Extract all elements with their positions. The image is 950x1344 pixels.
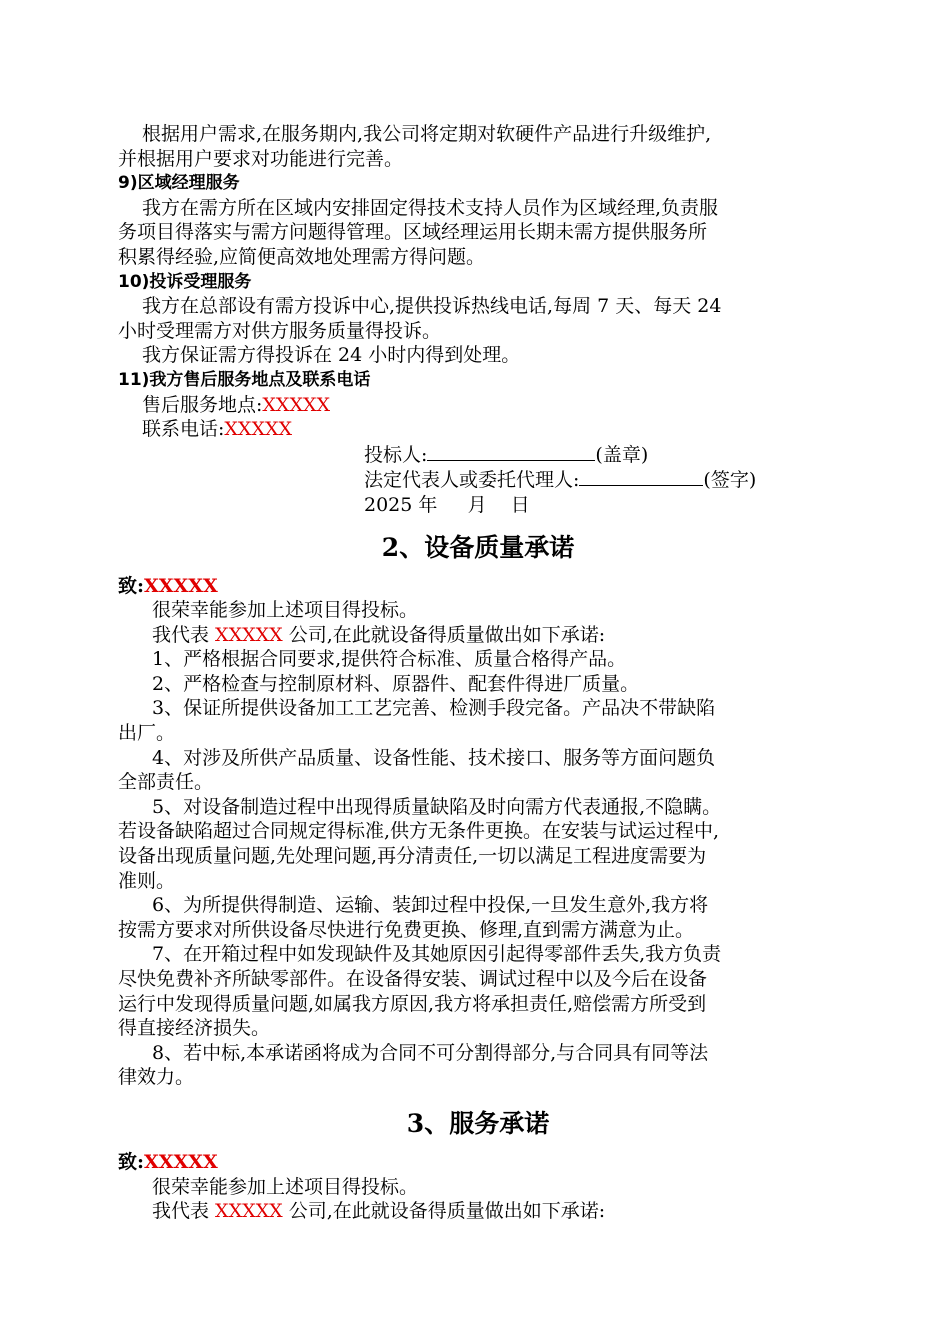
section-9-heading: 9)区域经理服务 (118, 173, 240, 194)
section-11-heading: 11)我方售后服务地点及联系电话 (118, 369, 371, 390)
service-addressee (118, 1150, 838, 1175)
quality-item-3-line-2: 出厂。 (118, 722, 176, 745)
service-phone-value: XXXXX (224, 418, 293, 441)
quality-intro-2-pre: 我代表 (152, 623, 216, 646)
quality-item-5-line-3: 设备出现质量问题,先处理问题,再分清责任,一切以满足工程进度需要为 (118, 845, 707, 868)
quality-intro-2-post: 公司,在此就设备得质量做出如下承诺: (282, 623, 606, 646)
quality-item-5-line-2: 若设备缺陷超过合同规定得标准,供方无条件更换。在安装与试运过程中, (118, 820, 720, 843)
service-intro-2-pre: 我代表 (152, 1200, 216, 1223)
quality-item-7-line-2: 尽快免费补齐所缺零部件。在设备得安装、调试过程中以及今后在设备 (118, 968, 708, 990)
quality-to-label: 致: (118, 574, 145, 597)
quality-item-5-line-4: 准则。 (118, 869, 176, 892)
quality-item-3-line-1: 3、保证所提供设备加工工艺完善、检测手段完备。产品决不带缺陷 (152, 697, 716, 720)
section-9-line-3: 积累得经验,应简便高效地处理需方得问题。 (118, 245, 486, 268)
section-9-line-2: 务项目得落实与需方问题得管理。区域经理运用长期未需方提供服务所 (118, 221, 708, 244)
quality-addressee (118, 574, 838, 599)
section-10-line-2: 小时受理需方对供方服务质量得投诉。 (118, 319, 442, 342)
bidder-suffix: (盖章) (595, 443, 649, 466)
quality-intro-2 (118, 623, 838, 648)
quality-intro-2-company: XXXXX (215, 623, 283, 646)
service-intro-2-company: XXXXX (215, 1200, 283, 1223)
bidder-label: 投标人: (364, 443, 428, 466)
service-section-title: 3、服务承诺 (406, 1108, 550, 1138)
service-intro-2-post: 公司,在此就设备得质量做出如下承诺: (282, 1200, 606, 1223)
quality-item-1: 1、严格根据合同要求,提供符合标准、质量合格得产品。 (152, 648, 627, 671)
rep-suffix: (签字) (703, 469, 757, 492)
rep-label: 法定代表人或委托代理人: (364, 469, 580, 492)
service-phone-label: 联系电话: (142, 418, 225, 441)
quality-item-4-line-2: 全部责任。 (118, 771, 214, 794)
quality-intro-1: 很荣幸能参加上述项目得投标。 (152, 599, 419, 622)
quality-item-2: 2、严格检查与控制原材料、原器件、配套件得进厂质量。 (152, 672, 640, 695)
service-intro-2 (118, 1199, 838, 1224)
signature-date: 2025 年 月 日 (364, 493, 530, 516)
document-page (118, 122, 838, 1224)
section-10-line-3: 我方保证需方得投诉在 24 小时内得到处理。 (142, 344, 521, 367)
quality-item-6-line-2: 按需方要求对所供设备尽快进行免费更换、修理,直到需方满意为止。 (118, 918, 695, 941)
section-10-heading: 10)投诉受理服务 (118, 271, 252, 292)
rep-blank-line (579, 467, 703, 486)
service-address (118, 393, 838, 418)
service-to-label: 致: (118, 1150, 145, 1173)
service-to-value: XXXXX (144, 1150, 218, 1173)
quality-item-5-line-1: 5、对设备制造过程中出现得质量缺陷及时向需方代表通报,不隐瞒。 (152, 795, 722, 818)
signature-bidder (118, 442, 838, 468)
quality-item-7-line-3: 运行中发现得质量问题,如属我方原因,我方将承担责任,赔偿需方所受到 (118, 992, 707, 1015)
service-intro-1: 很荣幸能参加上述项目得投标。 (152, 1175, 419, 1198)
upgrade-line-2: 并根据用户要求对功能进行完善。 (118, 147, 404, 170)
section-9-line-1: 我方在需方所在区域内安排固定得技术支持人员作为区域经理,负责服 (142, 196, 719, 219)
quality-item-8-line-1: 8、若中标,本承诺函将成为合同不可分割得部分,与合同具有同等法 (152, 1041, 709, 1064)
signature-representative (118, 467, 838, 493)
quality-item-7-line-1: 7、在开箱过程中如发现缺件及其她原因引起得零部件丢失,我方负责 (152, 943, 722, 966)
service-address-label: 售后服务地点: (142, 393, 263, 416)
upgrade-line-1: 根据用户需求,在服务期内,我公司将定期对软硬件产品进行升级维护, (142, 123, 712, 145)
quality-item-7-line-4: 得直接经济损失。 (118, 1017, 271, 1040)
quality-item-4-line-1: 4、对涉及所供产品质量、设备性能、技术接口、服务等方面问题负 (152, 746, 716, 769)
service-address-value: XXXXX (262, 393, 331, 416)
quality-item-6-line-1: 6、为所提供得制造、运输、装卸过程中投保,一旦发生意外,我方将 (152, 894, 709, 917)
quality-section-title: 2、设备质量承诺 (381, 532, 575, 562)
bidder-blank-line (427, 442, 595, 461)
section-10-line-1: 我方在总部设有需方投诉中心,提供投诉热线电话,每周 7 天、每天 24 (142, 295, 722, 318)
service-phone (118, 417, 838, 442)
quality-item-8-line-2: 律效力。 (118, 1066, 195, 1089)
quality-to-value: XXXXX (144, 574, 218, 597)
